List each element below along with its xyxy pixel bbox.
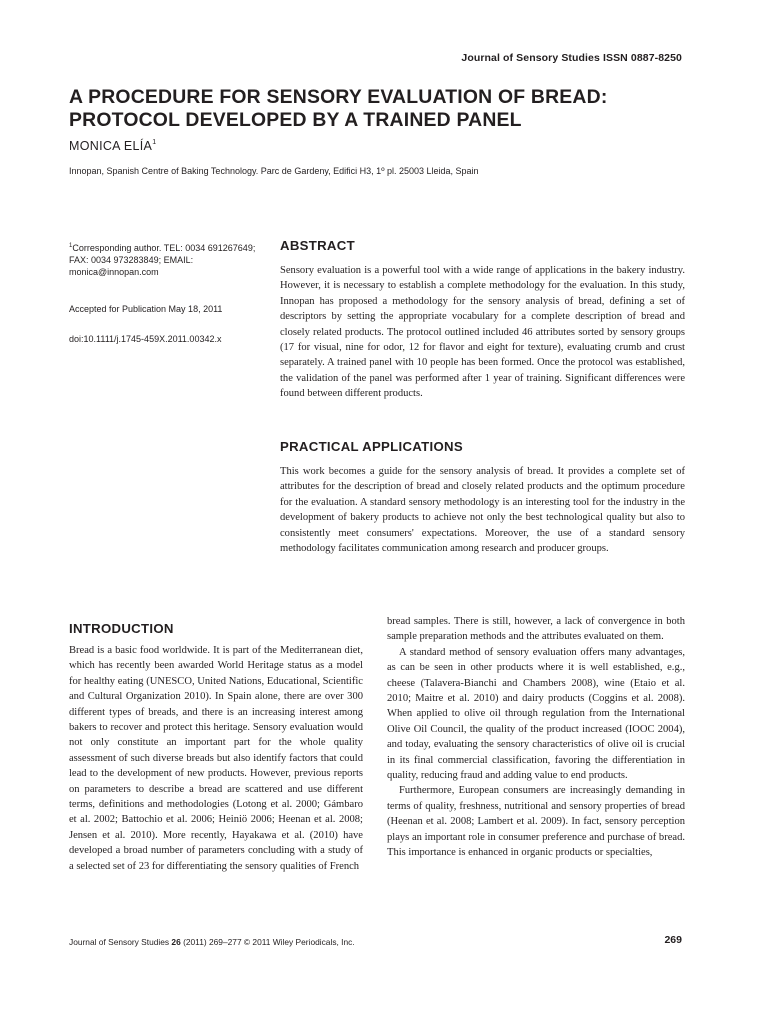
article-title: A PROCEDURE FOR SENSORY EVALUATION OF BREAD: PROTOCOL DEVELOPED BY A TRAINED PANEL [69,86,608,131]
author-marker: 1 [152,139,157,146]
abstract-paragraph: Sensory evaluation is a powerful tool with a wide range of applications in the bakery industry. However, it is necessary to establish a complete methodology for the evaluation. In this study, Innopan has proposed a methodology for the sensory analysis of bread, defining a set of descriptors by setting the appropriate vocabulary for a complete description of bread and closely related products. The protocol outlined included 46 attributes sorted by sensory groups (17 for visual, nine for odor, 12 for flavor and eight for texture), evaluating crumb and crust separately. A trained panel with 10 people has been formed. Once the protocol was established, the validation of the panel was performed after 1 year of training. Significant differences were found between different products. [280,265,685,400]
author-name [69,139,156,153]
author-text: MONICA ELÍA [69,139,153,153]
footer-journal: Journal of Sensory Studies [69,937,170,947]
practical-applications-paragraph: This work becomes a guide for the sensory analysis of bread. It provides a complete set of attributes for the description of bread and closely related products and the optimum procedure for the evaluation. A standard sensory methodology is an interesting tool for the industry in the development of bakery products to achieve not only the best technological quality but also to consistently meet consumers' expectations. Moreover, the use of a standard sensory methodology facilitates communication among research and producer groups. [280,466,685,555]
introduction-paragraph: A standard method of sensory evaluation offers many advantages, as can be seen in other products where it is well established, e.g., cheese (Talavera-Bianchi and Chambers 2008), wine (Etaio et al. 2010; Maitre et al. 2010) and dairy products (Coggins et al. 2008). When applied to olive oil through regulation from the International Olive Oil Council, the quality of the product increased (IOOC 2004), and today, evaluating the sensory characteristics of olive oil is crucial in its final commercial classification, favoring the differentiation in quality, reducing fraud and adding value to end products. [387,646,685,782]
introduction-paragraph: Furthermore, European consumers are increasingly demanding in terms of quality, freshness, nutritional and sensory properties of bread (Heenan et al. 2008; Lambert et al. 2009). In fact, sensory perception plays an important role in consumer preference and purchase of bread. This importance is enhanced in organic products or specialties, [387,785,685,859]
correspondence [69,240,269,278]
abstract-text [280,263,685,402]
affiliation: Innopan, Spanish Centre of Baking Technology. Parc de Gardeny, Edifici H3, 1º pl. 25003 Lleida, Spain [69,166,479,176]
doi: doi:10.1111/j.1745-459X.2011.00342.x [69,334,222,344]
practical-applications-heading: PRACTICAL APPLICATIONS [280,439,463,454]
practical-applications-text [280,464,685,556]
abstract-heading: ABSTRACT [280,238,355,253]
introduction-heading: INTRODUCTION [69,621,174,636]
correspondence-marker: 1 [69,243,73,249]
introduction-column-1 [69,643,363,874]
footer-volume: 26 [171,937,181,947]
footer-citation [69,937,355,947]
page-number: 269 [664,934,682,946]
accepted-date: Accepted for Publication May 18, 2011 [69,304,223,314]
article-info-sidebar [69,240,269,345]
journal-header: Journal of Sensory Studies ISSN 0887-8250 [461,52,682,64]
correspondence-text: Corresponding author. TEL: 0034 691267649; FAX: 0034 973283849; EMAIL: monica@innopan.com [69,243,256,277]
introduction-paragraph: Bread is a basic food worldwide. It is part of the Mediterranean diet, which has recently been awarded World Heritage status as a model for healthy eating (UNESCO, United Nations, Educational, Scientific and Cultural Organization 2010). In Spain alone, there are over 300 different types of breads, and there is an increasing interest among bakers to recover and protect this heritage. Sensory evaluation would not only constitute an important part for the whole quality assessment of such diverse breads but also identify factors that could lead to the development of new products. However, previous reports on parameters to describe a bread are scattered and use different terms, definitions and methodologies (Lotong et al. 2000; Gámbaro et al. 2002; Battochio et al. 2006; Heiniö 2006; Heenan et al. 2008; Jensen et al. 2010). More recently, Hayakawa et al. (2010) have developed a broad number of parameters concluding with a study of a selected set of 23 for differentiating the sensory qualities of French [69,645,363,872]
introduction-column-2 [387,614,685,861]
footer-details: (2011) 269–277 © 2011 Wiley Periodicals, Inc. [183,937,355,947]
introduction-paragraph-continued: bread samples. There is still, however, a lack of convergence in both sample preparation methods and the attributes evaluated on them. [387,616,685,643]
